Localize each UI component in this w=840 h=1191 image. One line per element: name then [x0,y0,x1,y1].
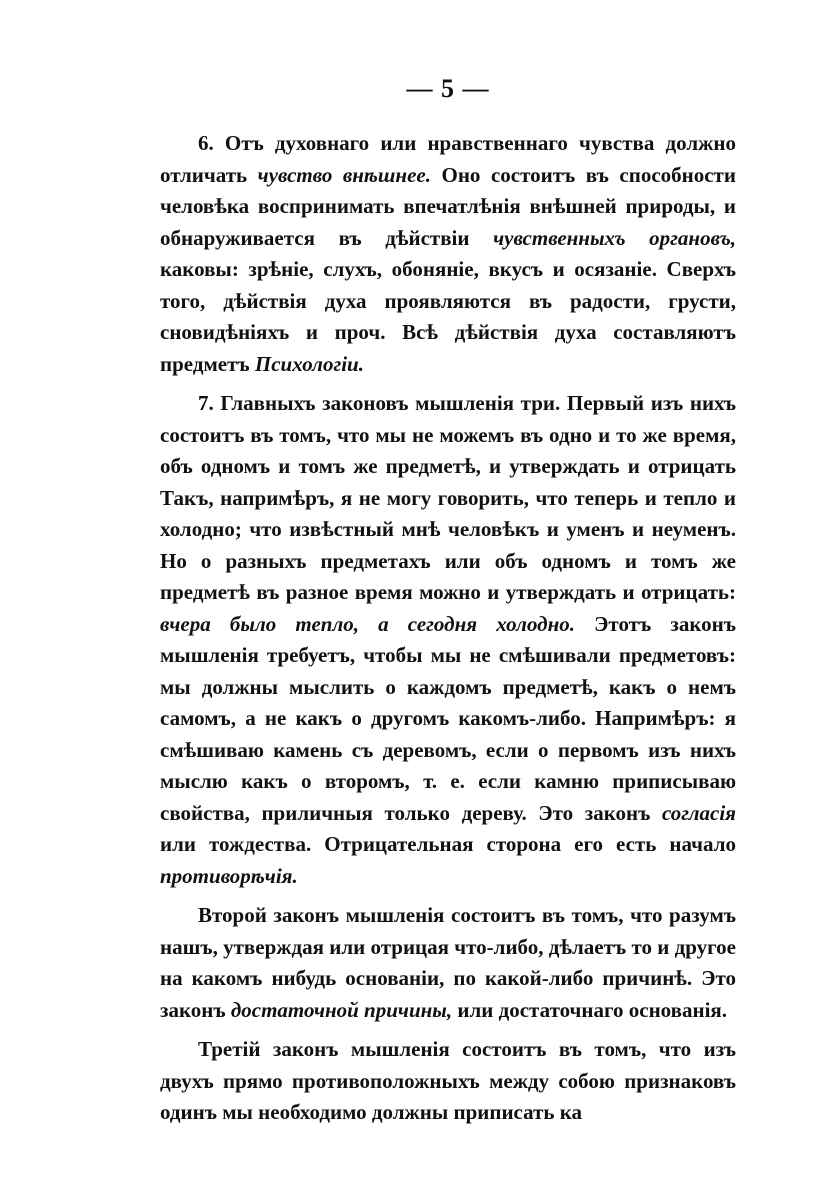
text-segment: или достаточнаго основанія. [452,997,728,1022]
italic-term: вчера было тепло, а сегодня холодно. [160,611,575,636]
paragraph-6 [160,128,736,380]
paragraph-7 [160,388,736,892]
text-segment: 7. Главныхъ законовъ мышленія три. Первый изъ нихъ состоитъ въ томъ, что мы не можемъ въ одно и то же время, объ одномъ и томъ же предметѣ, и утверждать и отрицать Такъ, напримѣръ, я не могу говорить, что теперь и тепло и холодно; что извѣстный мнѣ человѣкъ и уменъ и неуменъ. Но о разныхъ предметахъ или объ одномъ и томъ же предметѣ въ разное время можно и утверждать и отрицать: [160,391,736,604]
italic-term: чувство внѣшнее. [257,162,431,187]
italic-term: Психологіи. [254,351,364,376]
paragraph-third-law [160,1034,736,1129]
page-number-header: — 5 — [406,74,490,103]
italic-term: противорѣчія. [160,863,298,888]
italic-term: чувственныхъ органовъ, [493,225,737,250]
book-page [160,72,736,1132]
text-segment: Третій законъ мышленія состоитъ въ томъ, что изъ двухъ прямо противоположныхъ между собою признаковъ одинъ мы необходимо должны приписать ка [160,1037,736,1124]
text-segment: 6. Отъ духовнаго или нравственнаго чувства должно отличать [160,131,736,187]
text-segment: Этотъ законъ мышленія требуетъ, чтобы мы не смѣшивали предметовъ: мы должны мыслить о каждомъ предметѣ, какъ о немъ самомъ, а не какъ о другомъ какомъ-либо. Напримѣръ: я смѣшиваю камень съ деревомъ, если о первомъ изъ нихъ мыслю какъ о второмъ, т. е. если камню приписываю свойства, приличныя только дереву. Это законъ [160,611,737,825]
italic-term: достаточной причины, [230,997,453,1022]
page-text [160,128,736,1129]
text-segment: или тождества. Отрицательная сторона его есть начало [160,832,736,856]
paragraph-second-law [160,900,736,1026]
text-segment: Второй законъ мышленія состоитъ въ томъ, что разумъ нашъ, утверждая или отрицая что-либо, дѣлаетъ то и другое на какомъ нибудь основаніи, по какой-либо причинѣ. Это законъ [160,903,736,1022]
text-segment: каковы: зрѣніе, слухъ, обоняніе, вкусъ и осязаніе. Сверхъ того, дѣйствія духа проявляются въ радости, грусти, сновидѣніяхъ и проч. Всѣ дѣйствія духа составляютъ предметъ [160,257,736,376]
italic-term: согласія [661,800,736,825]
text-segment: Оно состоитъ въ способности человѣка воспринимать впечатлѣнія внѣшней природы, и обнаруживается въ дѣйствіи [160,162,736,250]
